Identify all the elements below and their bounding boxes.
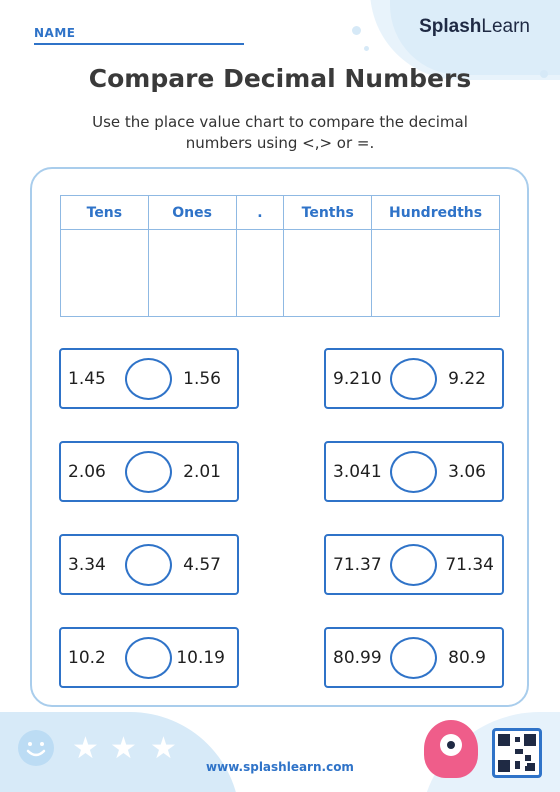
cell-decimal-point[interactable] [236, 230, 284, 317]
right-number: 4.57 [183, 554, 221, 575]
comparison-box [59, 348, 239, 409]
name-line[interactable] [34, 43, 244, 45]
right-number: 3.06 [448, 461, 486, 482]
left-number: 1.45 [68, 368, 106, 389]
answer-circle[interactable] [390, 358, 437, 400]
answer-circle[interactable] [390, 451, 437, 493]
left-number: 3.34 [68, 554, 106, 575]
logo-light: Learn [481, 16, 530, 37]
right-number: 2.01 [183, 461, 221, 482]
cell-tenths[interactable] [284, 230, 372, 317]
instructions: Use the place value chart to compare the decimal numbers using <,> or =. [92, 113, 468, 152]
header-tenths: Tenths [284, 196, 372, 230]
left-number: 80.99 [333, 647, 382, 668]
right-number: 9.22 [448, 368, 486, 389]
answer-circle[interactable] [125, 451, 172, 493]
header-tens: Tens [61, 196, 149, 230]
comparison-box [59, 441, 239, 502]
left-number: 3.041 [333, 461, 382, 482]
decor-dot [364, 46, 369, 51]
header-ones: Ones [148, 196, 236, 230]
comparison-box [59, 534, 239, 595]
star-icon: ★ [110, 731, 137, 766]
star-icon: ★ [150, 731, 177, 766]
comparison-box [324, 348, 504, 409]
monster-eye [440, 734, 462, 756]
answer-circle[interactable] [125, 637, 172, 679]
header-hundredths: Hundredths [372, 196, 500, 230]
right-number: 71.34 [445, 554, 494, 575]
left-number: 10.2 [68, 647, 106, 668]
monster-pupil [447, 741, 455, 749]
answer-circle[interactable] [390, 637, 437, 679]
right-number: 10.19 [176, 647, 225, 668]
name-label: NAME [34, 26, 76, 40]
left-number: 2.06 [68, 461, 106, 482]
answer-circle[interactable] [125, 544, 172, 586]
left-number: 71.37 [333, 554, 382, 575]
comparison-box [324, 441, 504, 502]
logo-bold: Splash [419, 16, 482, 37]
decor-dot [352, 26, 361, 35]
monster-mascot-icon [424, 720, 478, 778]
splashlearn-logo [419, 16, 530, 38]
star-icon: ★ [72, 731, 99, 766]
answer-circle[interactable] [390, 544, 437, 586]
left-number: 9.210 [333, 368, 382, 389]
footer-url[interactable]: www.splashlearn.com [206, 760, 354, 774]
comparison-box [324, 534, 504, 595]
page-title: Compare Decimal Numbers [88, 64, 472, 93]
cell-hundredths[interactable] [372, 230, 500, 317]
header-decimal-point: . [236, 196, 284, 230]
place-value-chart [60, 195, 500, 317]
qr-code-icon[interactable] [492, 728, 542, 778]
place-value-entry-row [61, 230, 500, 317]
right-number: 1.56 [183, 368, 221, 389]
comparison-box [324, 627, 504, 688]
right-number: 80.9 [448, 647, 486, 668]
cell-ones[interactable] [148, 230, 236, 317]
place-value-header-row [61, 196, 500, 230]
cell-tens[interactable] [61, 230, 149, 317]
comparison-box [59, 627, 239, 688]
answer-circle[interactable] [125, 358, 172, 400]
